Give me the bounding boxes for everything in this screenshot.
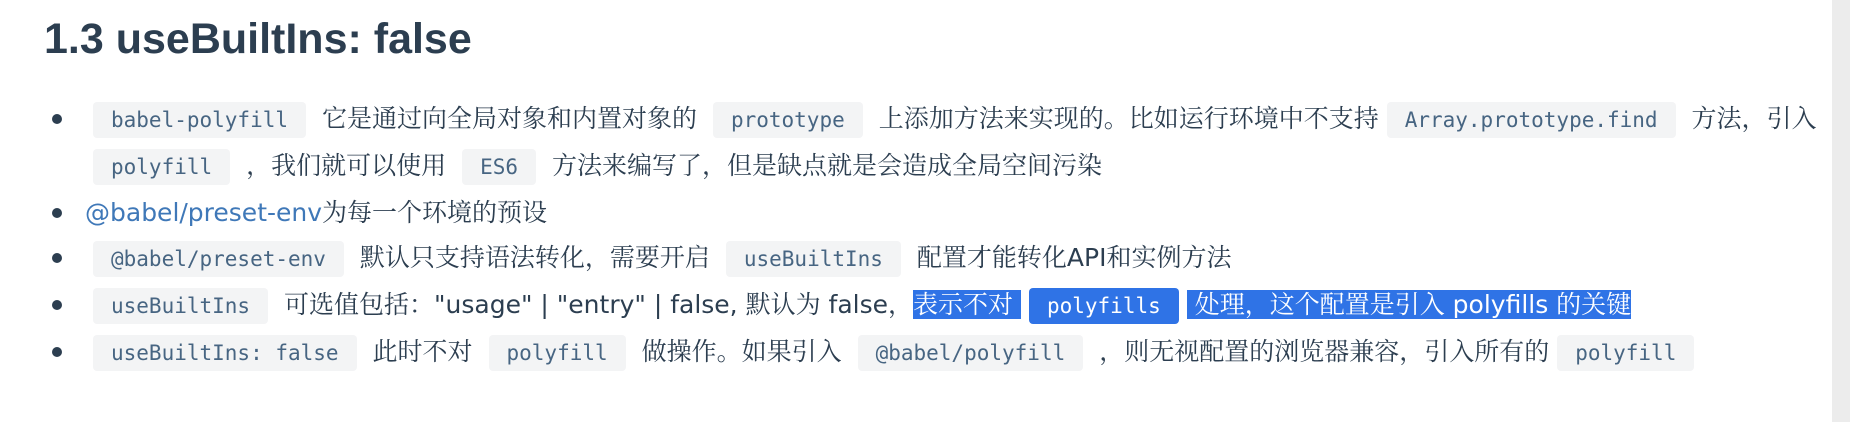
preset-env-link[interactable]: @babel/preset-env bbox=[85, 198, 323, 227]
item-text: 配置才能转化API和实例方法 bbox=[916, 243, 1232, 272]
item-text: 可选值包括："usage" | "entry" | false, 默认为 false， bbox=[284, 290, 913, 319]
item-text: 此时不对 bbox=[372, 337, 473, 366]
inline-code: useBuiltIns: false bbox=[93, 335, 357, 371]
item-text: 方法来编写了，但是缺点就是会造成全局空间污染 bbox=[551, 151, 1102, 180]
item-text: 做操作。如果引入 bbox=[641, 337, 842, 366]
list-item-preset-env bbox=[44, 235, 1824, 282]
list-item-usebuiltins-options bbox=[44, 282, 1824, 329]
inline-code: Array.prototype.find bbox=[1387, 102, 1676, 138]
inline-code: @babel/polyfill bbox=[858, 335, 1084, 371]
selected-text: 表示不对 bbox=[913, 290, 1014, 319]
inline-code: @babel/preset-env bbox=[93, 241, 344, 277]
inline-code: ES6 bbox=[462, 149, 536, 185]
selected-text bbox=[1013, 290, 1021, 319]
item-text: ，则无视配置的浏览器兼容，引入所有的 bbox=[1099, 337, 1550, 366]
list-item-usebuiltins-false bbox=[44, 329, 1824, 376]
inline-code-selected: polyfills bbox=[1029, 288, 1179, 324]
bullet-icon bbox=[52, 300, 62, 310]
bullet-list bbox=[44, 96, 1824, 376]
inline-code: useBuiltIns bbox=[93, 288, 268, 324]
bullet-icon bbox=[52, 347, 62, 357]
item-text: 默认只支持语法转化，需要开启 bbox=[359, 243, 710, 272]
selected-text: 处理，这个配置是引入 polyfills 的关键 bbox=[1194, 290, 1632, 319]
inline-code: useBuiltIns bbox=[726, 241, 901, 277]
content bbox=[44, 10, 1824, 376]
inline-code: babel-polyfill bbox=[93, 102, 306, 138]
section-heading: 1.3 useBuiltIns: false bbox=[44, 15, 472, 63]
item-text: 为每一个环境的预设 bbox=[322, 198, 548, 227]
item-text: 方法，引入 bbox=[1691, 104, 1817, 133]
bullet-icon bbox=[52, 253, 62, 263]
list-item-preset-env-link bbox=[44, 190, 1824, 235]
list-item-babel-polyfill bbox=[44, 96, 1824, 190]
item-text: ，我们就可以使用 bbox=[246, 151, 447, 180]
item-text: 上添加方法来实现的。比如运行环境中不支持 bbox=[878, 104, 1379, 133]
scrollbar-track[interactable] bbox=[1832, 0, 1850, 422]
item-text: 它是通过向全局对象和内置对象的 bbox=[321, 104, 697, 133]
bullet-icon bbox=[52, 208, 62, 218]
inline-code: polyfill bbox=[1557, 335, 1694, 371]
bullet-icon bbox=[52, 114, 62, 124]
inline-code: prototype bbox=[713, 102, 863, 138]
selected-text bbox=[1187, 290, 1195, 319]
inline-code: polyfill bbox=[489, 335, 626, 371]
inline-code: polyfill bbox=[93, 149, 230, 185]
